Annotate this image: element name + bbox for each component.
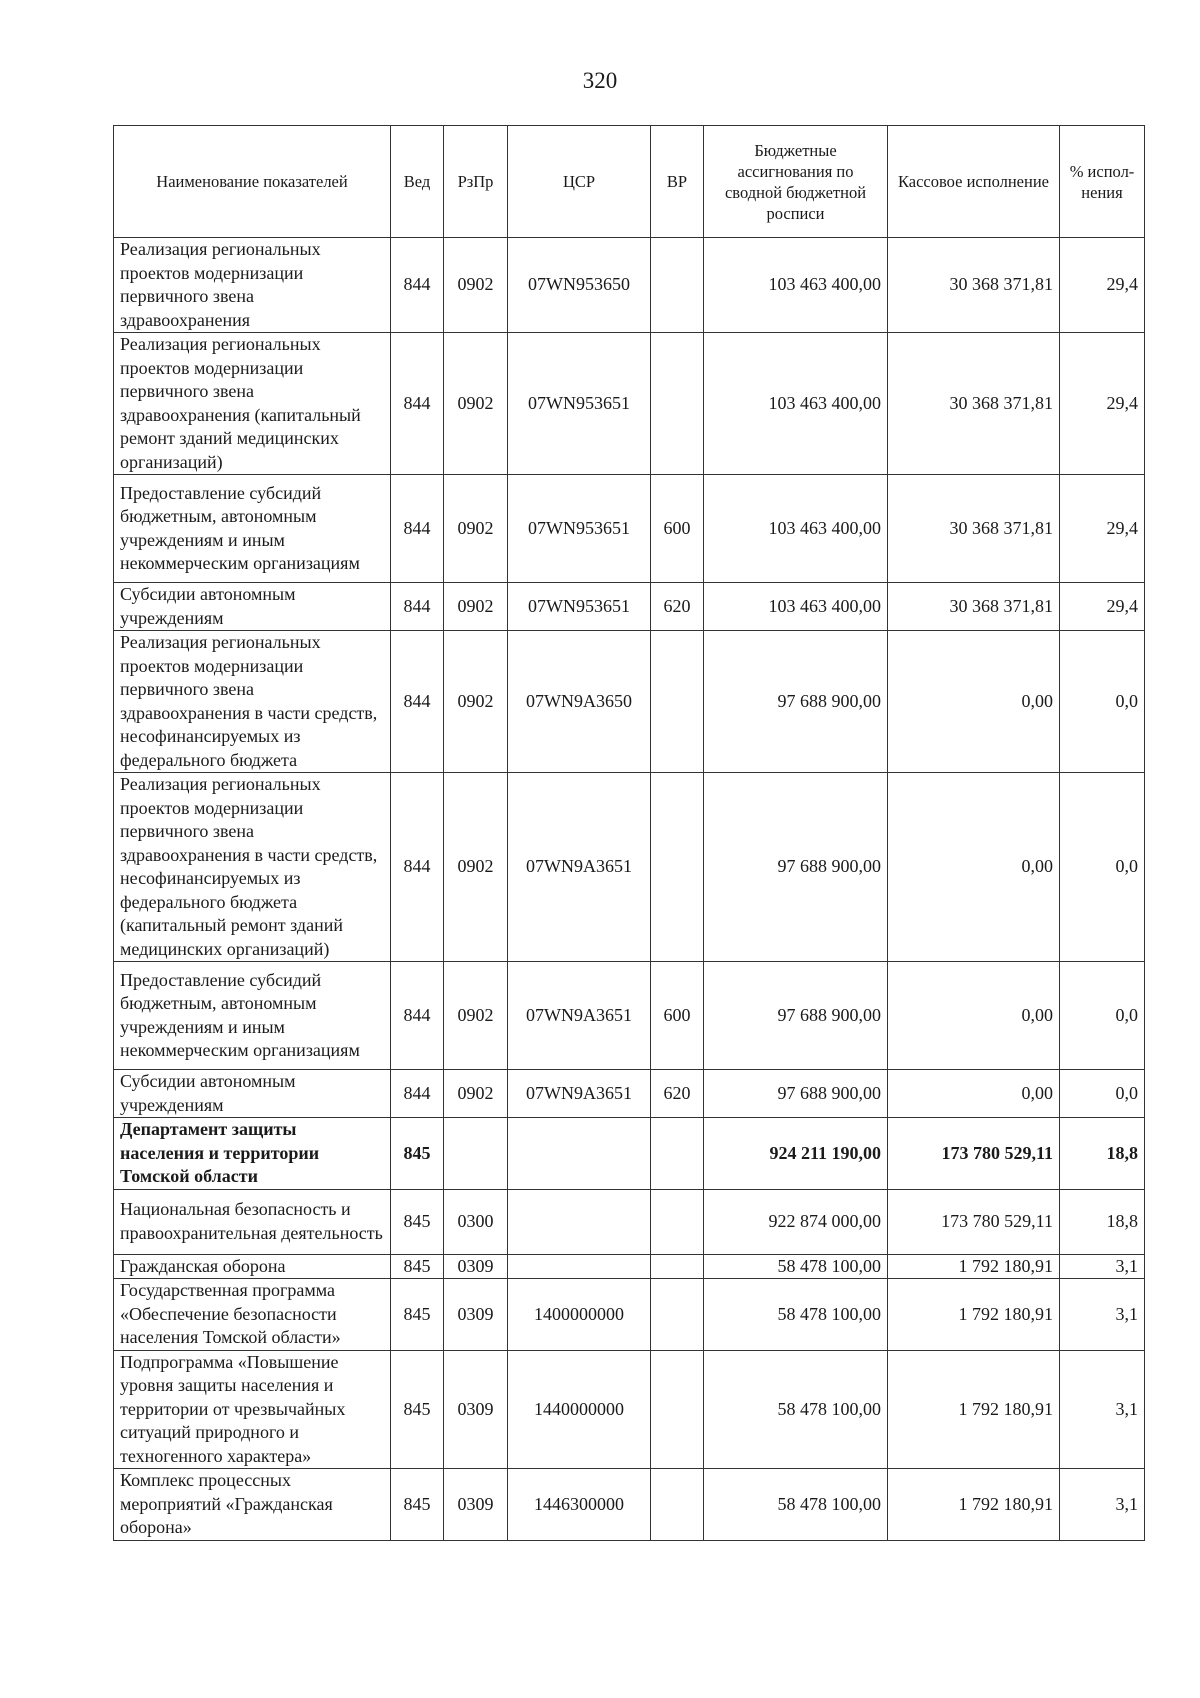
row-rzpr: 0309 <box>444 1254 508 1279</box>
row-name: Предоставление субсидий бюджетным, автономным учреждениям и иным некоммерческим организациям <box>114 962 391 1070</box>
row-cash-execution: 173 780 529,11 <box>888 1118 1060 1190</box>
row-assignments: 97 688 900,00 <box>704 631 888 773</box>
table-row <box>114 631 1145 773</box>
row-percent-execution: 29,4 <box>1060 333 1145 475</box>
row-cash-execution: 1 792 180,91 <box>888 1469 1060 1541</box>
row-percent-execution: 18,8 <box>1060 1189 1145 1254</box>
header-rzpr: РзПр <box>444 126 508 238</box>
row-vr <box>651 1350 704 1469</box>
header-assignments: Бюджетные ассигнования по сводной бюджетной росписи <box>704 126 888 238</box>
row-name: Предоставление субсидий бюджетным, автономным учреждениям и иным некоммерческим организациям <box>114 475 391 583</box>
row-ved: 845 <box>391 1189 444 1254</box>
row-rzpr: 0902 <box>444 1070 508 1118</box>
row-name: Государственная программа «Обеспечение безопасности населения Томской области» <box>114 1279 391 1351</box>
row-name: Комплекс процессных мероприятий «Гражданская оборона» <box>114 1469 391 1541</box>
row-assignments: 103 463 400,00 <box>704 583 888 631</box>
table-row <box>114 333 1145 475</box>
row-percent-execution: 29,4 <box>1060 238 1145 333</box>
row-assignments: 103 463 400,00 <box>704 238 888 333</box>
row-cash-execution: 173 780 529,11 <box>888 1189 1060 1254</box>
table-row <box>114 1350 1145 1469</box>
row-rzpr: 0309 <box>444 1279 508 1351</box>
row-assignments: 97 688 900,00 <box>704 1070 888 1118</box>
row-rzpr: 0309 <box>444 1469 508 1541</box>
budget-table <box>113 125 1145 1541</box>
row-assignments: 922 874 000,00 <box>704 1189 888 1254</box>
table-row <box>114 962 1145 1070</box>
header-percent-execution: % испол-нения <box>1060 126 1145 238</box>
row-ved: 844 <box>391 238 444 333</box>
row-ved: 844 <box>391 333 444 475</box>
row-vr <box>651 1469 704 1541</box>
row-cash-execution: 30 368 371,81 <box>888 238 1060 333</box>
row-ved: 844 <box>391 1070 444 1118</box>
row-name: Реализация региональных проектов модернизации первичного звена здравоохранения (капитальный ремонт зданий медицинских организаций) <box>114 333 391 475</box>
row-csr: 07WN9A3651 <box>508 773 651 962</box>
row-assignments: 924 211 190,00 <box>704 1118 888 1190</box>
row-csr <box>508 1118 651 1190</box>
table-header-row <box>114 126 1145 238</box>
row-percent-execution: 0,0 <box>1060 773 1145 962</box>
row-vr: 600 <box>651 475 704 583</box>
row-csr: 1400000000 <box>508 1279 651 1351</box>
row-vr <box>651 1254 704 1279</box>
row-cash-execution: 0,00 <box>888 631 1060 773</box>
row-percent-execution: 3,1 <box>1060 1469 1145 1541</box>
table-row <box>114 1469 1145 1541</box>
row-percent-execution: 29,4 <box>1060 475 1145 583</box>
row-percent-execution: 3,1 <box>1060 1279 1145 1351</box>
row-rzpr: 0300 <box>444 1189 508 1254</box>
row-percent-execution: 29,4 <box>1060 583 1145 631</box>
row-csr: 07WN9A3650 <box>508 631 651 773</box>
row-assignments: 97 688 900,00 <box>704 962 888 1070</box>
row-rzpr: 0902 <box>444 583 508 631</box>
row-vr: 600 <box>651 962 704 1070</box>
header-cash-execution: Кассовое исполнение <box>888 126 1060 238</box>
row-cash-execution: 30 368 371,81 <box>888 475 1060 583</box>
row-name: Подпрограмма «Повышение уровня защиты населения и территории от чрезвычайных ситуаций природного и техногенного характера» <box>114 1350 391 1469</box>
row-assignments: 103 463 400,00 <box>704 333 888 475</box>
row-csr <box>508 1189 651 1254</box>
row-name: Реализация региональных проектов модернизации первичного звена здравоохранения <box>114 238 391 333</box>
row-csr: 07WN953651 <box>508 583 651 631</box>
header-vr: ВР <box>651 126 704 238</box>
row-csr: 07WN953651 <box>508 333 651 475</box>
row-ved: 845 <box>391 1279 444 1351</box>
page-number: 320 <box>582 68 618 93</box>
row-assignments: 58 478 100,00 <box>704 1350 888 1469</box>
row-assignments: 58 478 100,00 <box>704 1469 888 1541</box>
row-name: Реализация региональных проектов модернизации первичного звена здравоохранения в части средств, несофинансируемых из федерального бюджета <box>114 631 391 773</box>
table-row <box>114 583 1145 631</box>
table-row <box>114 773 1145 962</box>
row-ved: 844 <box>391 583 444 631</box>
row-csr: 07WN9A3651 <box>508 962 651 1070</box>
row-vr <box>651 773 704 962</box>
row-assignments: 103 463 400,00 <box>704 475 888 583</box>
table-row <box>114 1070 1145 1118</box>
header-ved: Вед <box>391 126 444 238</box>
row-name: Национальная безопасность и правоохранительная деятельность <box>114 1189 391 1254</box>
row-csr: 07WN953651 <box>508 475 651 583</box>
row-percent-execution: 3,1 <box>1060 1254 1145 1279</box>
row-percent-execution: 18,8 <box>1060 1118 1145 1190</box>
row-ved: 844 <box>391 475 444 583</box>
row-rzpr: 0902 <box>444 773 508 962</box>
row-ved: 844 <box>391 962 444 1070</box>
row-ved: 845 <box>391 1254 444 1279</box>
row-cash-execution: 30 368 371,81 <box>888 583 1060 631</box>
row-csr: 07WN9A3651 <box>508 1070 651 1118</box>
row-vr: 620 <box>651 583 704 631</box>
row-rzpr: 0902 <box>444 333 508 475</box>
row-rzpr: 0902 <box>444 475 508 583</box>
row-vr <box>651 1189 704 1254</box>
row-assignments: 97 688 900,00 <box>704 773 888 962</box>
row-vr <box>651 333 704 475</box>
row-ved: 845 <box>391 1118 444 1190</box>
row-percent-execution: 3,1 <box>1060 1350 1145 1469</box>
row-csr: 1446300000 <box>508 1469 651 1541</box>
row-percent-execution: 0,0 <box>1060 962 1145 1070</box>
row-ved: 844 <box>391 631 444 773</box>
row-name: Гражданская оборона <box>114 1254 391 1279</box>
row-cash-execution: 1 792 180,91 <box>888 1279 1060 1351</box>
row-ved: 845 <box>391 1350 444 1469</box>
table-row <box>114 1279 1145 1351</box>
row-name: Реализация региональных проектов модернизации первичного звена здравоохранения в части средств, несофинансируемых из федерального бюджета (капитальный ремонт зданий медицинских организаций) <box>114 773 391 962</box>
row-rzpr: 0902 <box>444 962 508 1070</box>
row-rzpr <box>444 1118 508 1190</box>
table-row <box>114 475 1145 583</box>
header-csr: ЦСР <box>508 126 651 238</box>
row-csr <box>508 1254 651 1279</box>
row-cash-execution: 30 368 371,81 <box>888 333 1060 475</box>
row-vr <box>651 238 704 333</box>
row-rzpr: 0309 <box>444 1350 508 1469</box>
row-vr <box>651 1118 704 1190</box>
row-cash-execution: 0,00 <box>888 1070 1060 1118</box>
row-cash-execution: 1 792 180,91 <box>888 1254 1060 1279</box>
table-row <box>114 1118 1145 1190</box>
header-name: Наименование показателей <box>114 126 391 238</box>
row-rzpr: 0902 <box>444 631 508 773</box>
row-rzpr: 0902 <box>444 238 508 333</box>
row-ved: 844 <box>391 773 444 962</box>
row-csr: 07WN953650 <box>508 238 651 333</box>
table-row <box>114 238 1145 333</box>
row-name: Субсидии автономным учреждениям <box>114 583 391 631</box>
table-row <box>114 1189 1145 1254</box>
row-percent-execution: 0,0 <box>1060 631 1145 773</box>
row-name: Субсидии автономным учреждениям <box>114 1070 391 1118</box>
row-assignments: 58 478 100,00 <box>704 1279 888 1351</box>
row-csr: 1440000000 <box>508 1350 651 1469</box>
row-name: Департамент защиты населения и территории Томской области <box>114 1118 391 1190</box>
row-vr <box>651 631 704 773</box>
row-vr: 620 <box>651 1070 704 1118</box>
row-assignments: 58 478 100,00 <box>704 1254 888 1279</box>
row-vr <box>651 1279 704 1351</box>
row-ved: 845 <box>391 1469 444 1541</box>
row-cash-execution: 0,00 <box>888 962 1060 1070</box>
row-cash-execution: 1 792 180,91 <box>888 1350 1060 1469</box>
row-percent-execution: 0,0 <box>1060 1070 1145 1118</box>
table-row <box>114 1254 1145 1279</box>
row-cash-execution: 0,00 <box>888 773 1060 962</box>
